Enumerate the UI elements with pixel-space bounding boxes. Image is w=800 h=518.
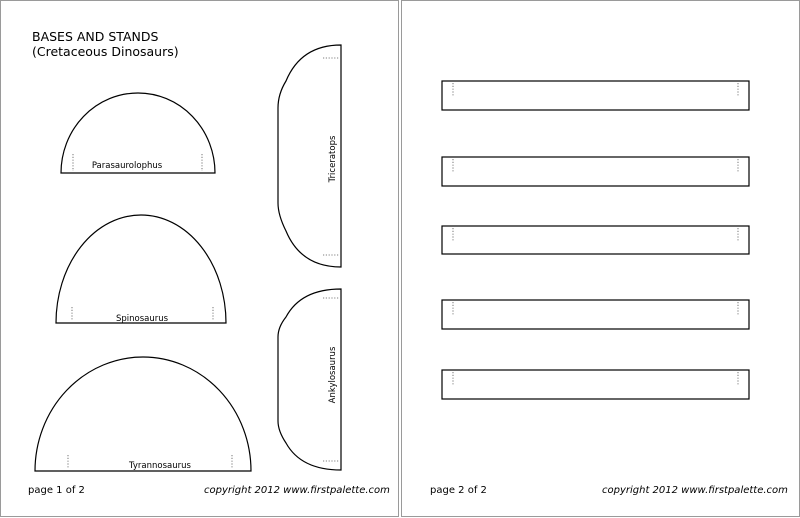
- stand-strip-4: [442, 300, 749, 329]
- page-1-shapes: [1, 1, 399, 517]
- page-2: [401, 0, 800, 517]
- page-1: [0, 0, 399, 517]
- tyrannosaurus-label: Tyrannosaurus: [129, 461, 191, 471]
- spinosaurus-base: [56, 215, 226, 323]
- parasaurolophus-label: Parasaurolophus: [91, 161, 163, 171]
- stand-strip-5: [442, 370, 749, 399]
- copyright-text: copyright 2012 www.firstpalette.com: [602, 485, 788, 496]
- triceratops-label: Triceratops: [328, 135, 338, 183]
- page-number: page 2 of 2: [430, 485, 487, 496]
- page-number: page 1 of 2: [28, 485, 85, 496]
- title-line-1: BASES AND STANDS: [32, 29, 159, 44]
- stand-strip-1: [442, 81, 749, 110]
- tyrannosaurus-base: [35, 357, 251, 471]
- copyright-text: copyright 2012 www.firstpalette.com: [204, 485, 390, 496]
- page-2-strips: [402, 1, 800, 517]
- spinosaurus-label: Spinosaurus: [115, 314, 169, 324]
- title-line-2: (Cretaceous Dinosaurs): [32, 44, 179, 59]
- stand-strip-3: [442, 226, 749, 254]
- stand-strip-2: [442, 157, 749, 186]
- ankylosaurus-label: Ankylosaurus: [328, 346, 338, 404]
